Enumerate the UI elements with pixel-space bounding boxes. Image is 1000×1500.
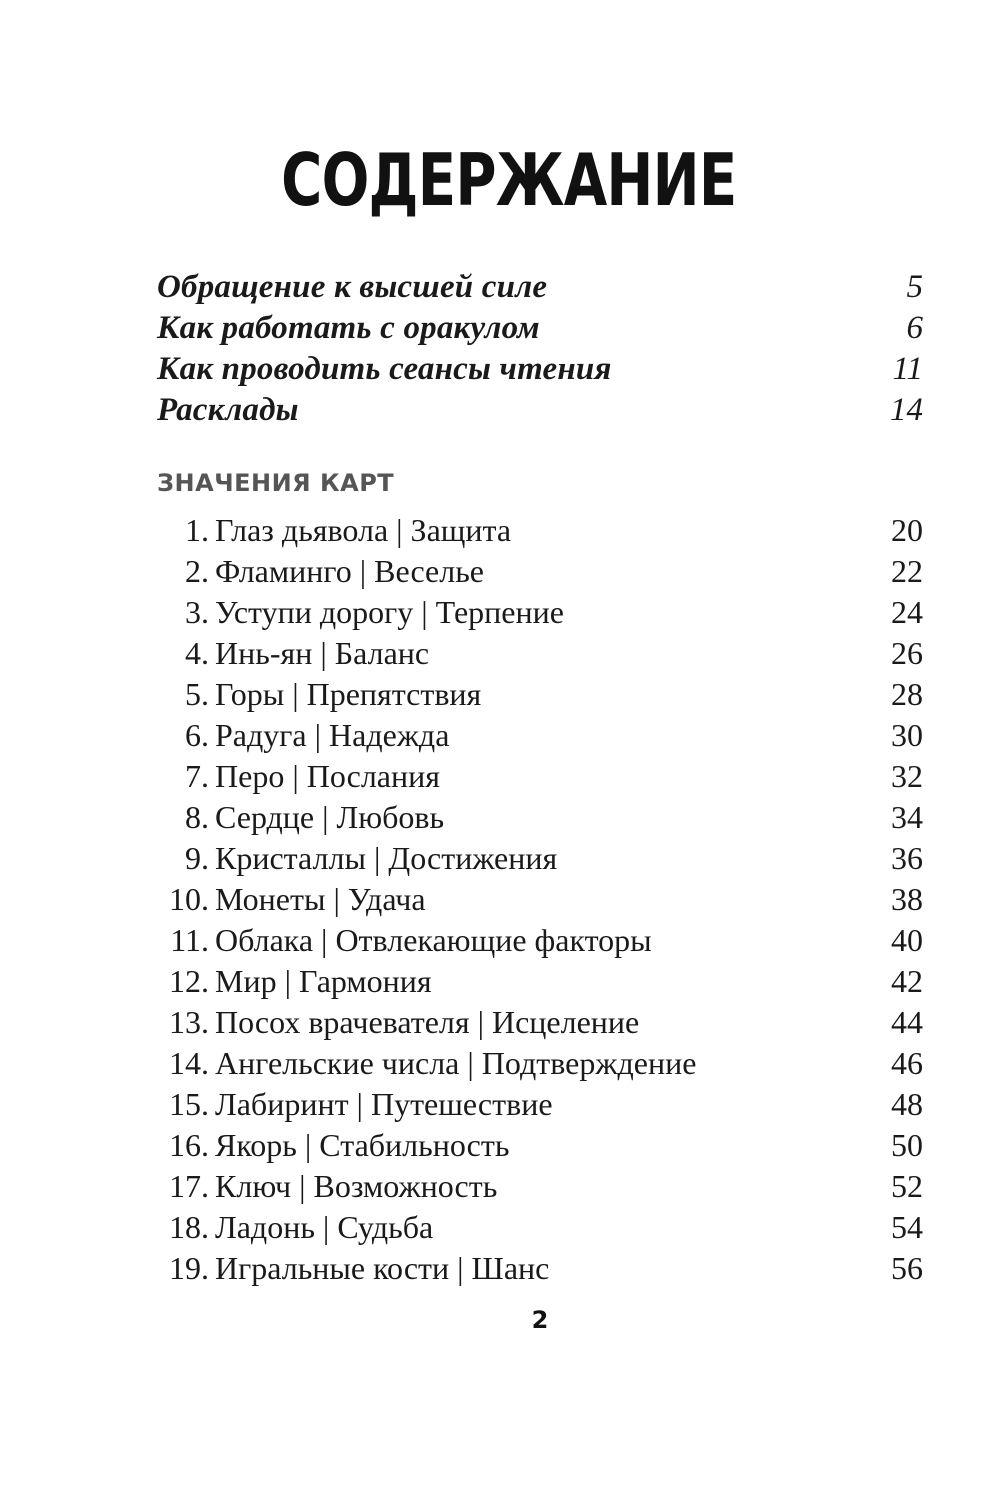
card-entry-number: 1. [185, 512, 209, 548]
card-entry-number: 18. [169, 1209, 209, 1245]
card-entry[interactable] [157, 1084, 923, 1125]
card-entry[interactable] [157, 1166, 923, 1207]
card-entry-label: Радуга | Надежда [215, 717, 450, 753]
card-entry[interactable] [157, 1125, 923, 1166]
cards-toc [157, 510, 923, 1289]
card-entry-number: 15. [169, 1086, 209, 1122]
card-entry-label: Фламинго | Веселье [215, 553, 484, 589]
card-entry-label: Уступи дорогу | Терпение [215, 594, 564, 630]
card-entry-label: Ладонь | Судьба [215, 1209, 434, 1245]
toc-entry[interactable] [157, 308, 923, 349]
card-entry[interactable] [157, 1248, 923, 1289]
card-entry-label: Ангельские числа | Подтверждение [215, 1045, 697, 1081]
card-entry-page: 26 [891, 635, 923, 671]
card-entry-page: 48 [891, 1086, 923, 1122]
toc-entry-page: 14 [890, 392, 923, 428]
card-entry-number: 14. [169, 1045, 209, 1081]
card-entry-page: 54 [891, 1209, 923, 1245]
card-entry-page: 22 [891, 553, 923, 589]
card-entry-page: 34 [891, 799, 923, 835]
card-entry[interactable] [157, 838, 923, 879]
card-entry-label: Сердце | Любовь [215, 799, 445, 835]
card-entry[interactable] [157, 879, 923, 920]
card-entry-label: Посох врачевателя | Исцеление [215, 1004, 640, 1040]
card-entry-number: 10. [169, 881, 209, 917]
card-entry-page: 46 [891, 1045, 923, 1081]
card-entry-page: 20 [891, 512, 923, 548]
card-entry-page: 38 [891, 881, 923, 917]
card-entry-label: Горы | Препятствия [215, 676, 482, 712]
card-entry[interactable] [157, 551, 923, 592]
card-entry-page: 28 [891, 676, 923, 712]
card-entry[interactable] [157, 510, 923, 551]
toc-entry-page: 5 [906, 269, 923, 305]
card-entry-label: Инь-ян | Баланс [215, 635, 430, 671]
card-entry-number: 4. [185, 635, 209, 671]
card-entry-number: 16. [169, 1127, 209, 1163]
card-entry[interactable] [157, 592, 923, 633]
card-entry-label: Лабиринт | Путешествие [215, 1086, 553, 1122]
card-entry-number: 6. [185, 717, 209, 753]
toc-entry[interactable] [157, 267, 923, 308]
card-entry[interactable] [157, 1207, 923, 1248]
card-entry-label: Ключ | Возможность [215, 1168, 498, 1204]
card-entry[interactable] [157, 633, 923, 674]
card-entry-page: 56 [891, 1250, 923, 1286]
card-entry-page: 44 [891, 1004, 923, 1040]
card-entry[interactable] [157, 961, 923, 1002]
card-entry-label: Перо | Послания [215, 758, 440, 794]
card-entry-page: 50 [891, 1127, 923, 1163]
card-entry-number: 8. [185, 799, 209, 835]
toc-entry-label: Обращение к высшей силе [157, 269, 548, 305]
card-entry-number: 5. [185, 676, 209, 712]
card-entry-page: 30 [891, 717, 923, 753]
toc-entry[interactable] [157, 349, 923, 390]
card-entry-number: 3. [185, 594, 209, 630]
card-entry[interactable] [157, 1043, 923, 1084]
toc-entry-label: Расклады [157, 392, 299, 428]
card-entry-number: 2. [185, 553, 209, 589]
card-entry-page: 42 [891, 963, 923, 999]
card-entry-label: Якорь | Стабильность [215, 1127, 510, 1163]
card-entry-page: 32 [891, 758, 923, 794]
card-entry-number: 7. [185, 758, 209, 794]
section-heading: ЗНАЧЕНИЯ КАРТ [157, 469, 395, 497]
card-entry[interactable] [157, 756, 923, 797]
card-entry-label: Мир | Гармония [215, 963, 432, 999]
toc-entry-label: Как проводить сеансы чтения [157, 351, 612, 387]
card-entry-label: Игральные кости | Шанс [215, 1250, 550, 1286]
card-entry-label: Монеты | Удача [215, 881, 426, 917]
card-entry-label: Глаз дьявола | Защита [215, 512, 512, 548]
toc-entry-page: 6 [906, 310, 923, 346]
toc-entry[interactable] [157, 390, 923, 431]
card-entry[interactable] [157, 674, 923, 715]
card-entry-number: 13. [169, 1004, 209, 1040]
intro-toc [157, 267, 923, 431]
card-entry-number: 12. [169, 963, 209, 999]
page-title: СОДЕРЖАНИЕ [281, 138, 737, 222]
card-entry[interactable] [157, 1002, 923, 1043]
card-entry-number: 19. [169, 1250, 209, 1286]
page-number: 2 [531, 1306, 549, 1334]
card-entry-number: 17. [169, 1168, 209, 1204]
card-entry-page: 40 [891, 922, 923, 958]
card-entry-number: 9. [185, 840, 209, 876]
card-entry-page: 24 [891, 594, 923, 630]
card-entry[interactable] [157, 715, 923, 756]
toc-entry-page: 11 [892, 351, 923, 387]
card-entry[interactable] [157, 797, 923, 838]
card-entry[interactable] [157, 920, 923, 961]
card-entry-number: 11. [170, 922, 209, 958]
card-entry-label: Облака | Отвлекающие факторы [215, 922, 652, 958]
card-entry-page: 52 [891, 1168, 923, 1204]
toc-entry-label: Как работать с оракулом [157, 310, 540, 346]
card-entry-page: 36 [891, 840, 923, 876]
card-entry-label: Кристаллы | Достижения [215, 840, 558, 876]
